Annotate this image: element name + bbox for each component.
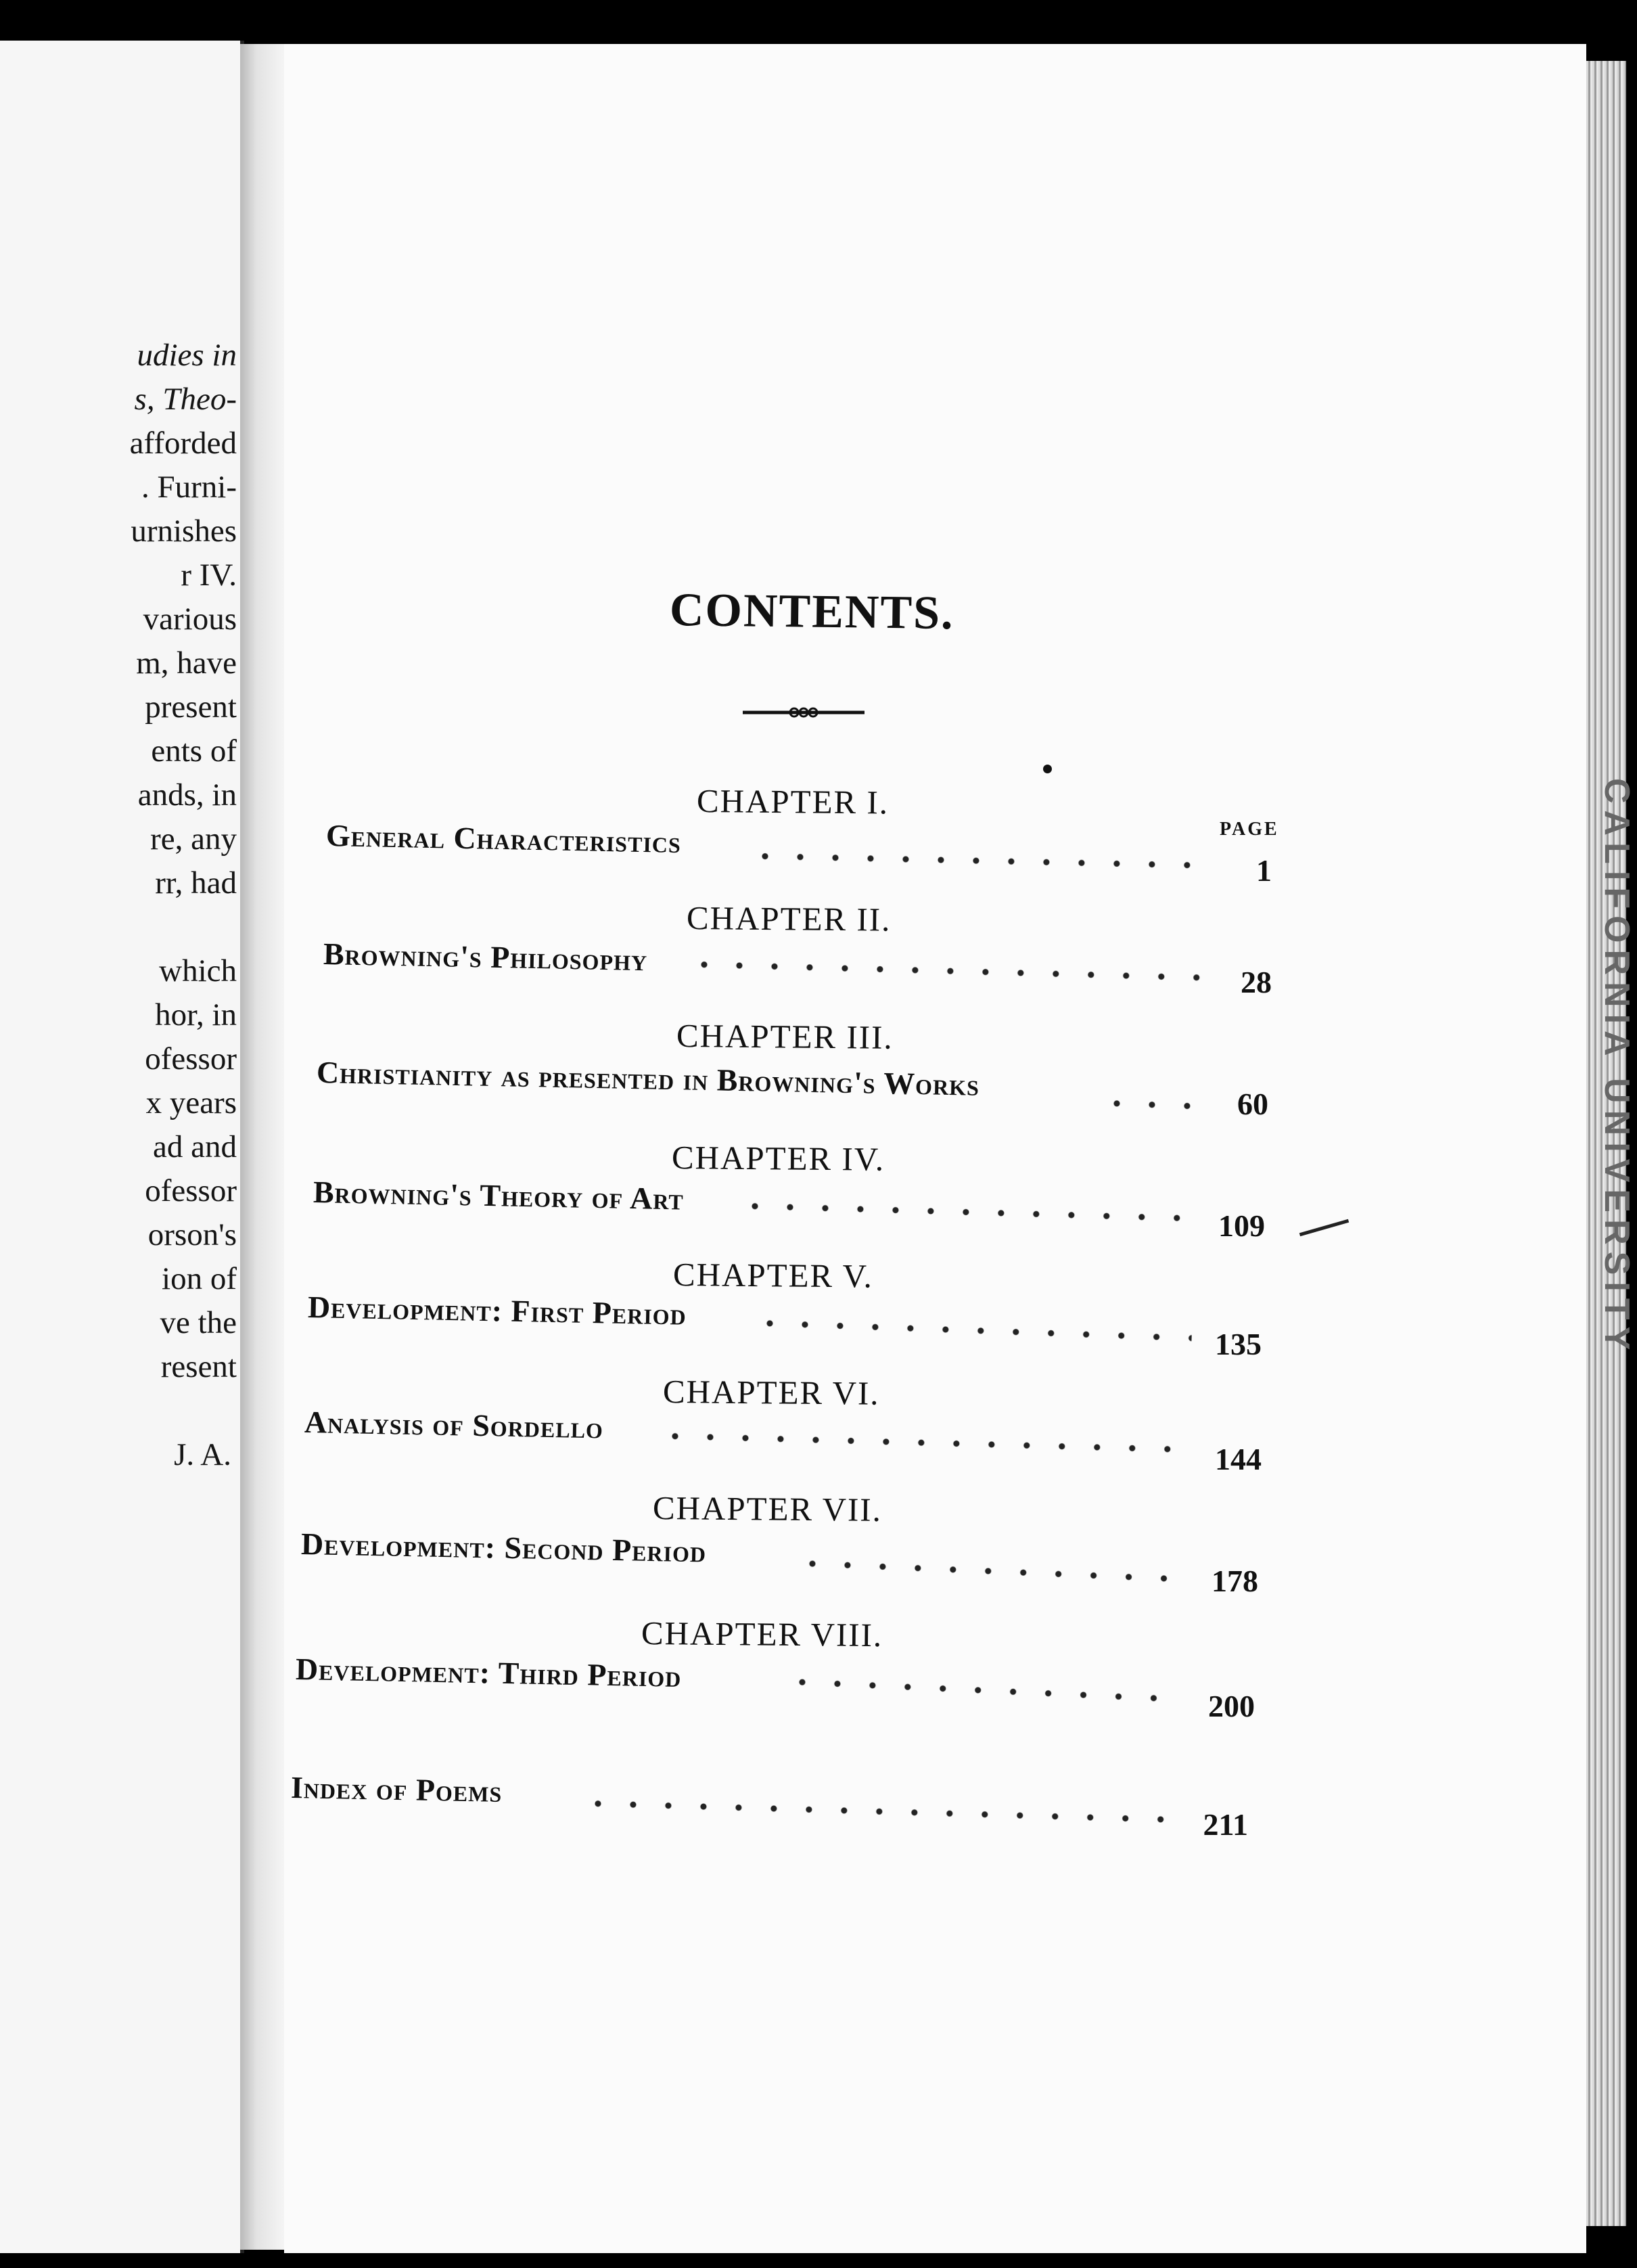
toc-page-number: 211 [1203, 1807, 1248, 1842]
left-text-line: orson's [147, 1217, 237, 1252]
toc-entry-title: Christianity as presented in Browning's Works [316, 1055, 980, 1102]
left-text-line: resent [160, 1349, 237, 1384]
toc-entry-title: General Characteristics [325, 818, 682, 860]
left-text-line: J. A. [174, 1437, 231, 1472]
stray-mark [1043, 765, 1052, 773]
left-text-line: various [143, 602, 237, 637]
toc-entry-title: Development: Second Period [300, 1526, 707, 1569]
left-text-line: ofessor [145, 1041, 237, 1076]
toc-entry-title: Development: Third Period [295, 1652, 682, 1694]
ornament-divider-icon [743, 702, 864, 723]
chapter-heading: CHAPTER IV. [671, 1139, 885, 1178]
left-text-line: urnishes [131, 514, 237, 549]
left-text-line: ands, in [137, 777, 237, 813]
toc-page-number: 109 [1218, 1208, 1265, 1243]
toc-page-number: 1 [1256, 853, 1272, 888]
left-page [0, 41, 244, 2253]
toc-entry-title: Index of Poems [290, 1770, 503, 1809]
toc-entry-title: Analysis of Sordello [304, 1405, 604, 1445]
toc-page-number: 60 [1237, 1087, 1268, 1121]
chapter-heading: CHAPTER VII. [652, 1489, 883, 1528]
left-text-line: rr, had [155, 865, 237, 901]
left-text-line: re, any [150, 821, 237, 857]
contents-title: CONTENTS. [669, 584, 955, 640]
left-text-line: x years [145, 1085, 237, 1120]
chapter-heading: CHAPTER II. [686, 899, 892, 938]
left-text-line: present [145, 689, 237, 725]
toc-entry-title: Development: First Period [307, 1290, 687, 1332]
page-column-label: PAGE [1220, 819, 1279, 840]
chapter-heading: CHAPTER V. [672, 1256, 874, 1295]
toc-page-number: 178 [1212, 1564, 1258, 1598]
chapter-heading: CHAPTER VIII. [641, 1614, 883, 1654]
right-page [284, 44, 1586, 2253]
left-text-line: ofessor [145, 1173, 237, 1208]
left-text-line: ve the [160, 1305, 237, 1340]
left-text-line: ad and [153, 1129, 237, 1164]
left-text-line: r IV. [181, 558, 237, 593]
toc-entry-title: Browning's Theory of Art [313, 1175, 685, 1217]
toc-page-number: 135 [1215, 1327, 1262, 1361]
chapter-heading: CHAPTER III. [676, 1017, 894, 1056]
left-text-line: m, have [136, 645, 237, 681]
left-text-line: udies in [137, 338, 237, 373]
chapter-heading: CHAPTER VI. [662, 1373, 880, 1412]
left-text-line: ion of [162, 1261, 237, 1296]
chapter-heading: CHAPTER I. [696, 782, 890, 821]
left-text-line: s, Theo- [134, 382, 237, 417]
left-text-line: hor, in [155, 997, 237, 1033]
left-text-line: afforded [129, 426, 237, 461]
left-text-line: ents of [151, 733, 237, 769]
edge-stamp: CALIFORNIA UNIVERSITY [1597, 778, 1636, 1357]
left-text-line: . Furni- [141, 470, 237, 505]
toc-entry-title: Browning's Philosophy [323, 936, 648, 978]
toc-page-number: 28 [1241, 965, 1272, 999]
toc-page-number: 200 [1208, 1689, 1255, 1723]
toc-page-number: 144 [1215, 1442, 1262, 1476]
left-text-line: which [159, 953, 237, 989]
